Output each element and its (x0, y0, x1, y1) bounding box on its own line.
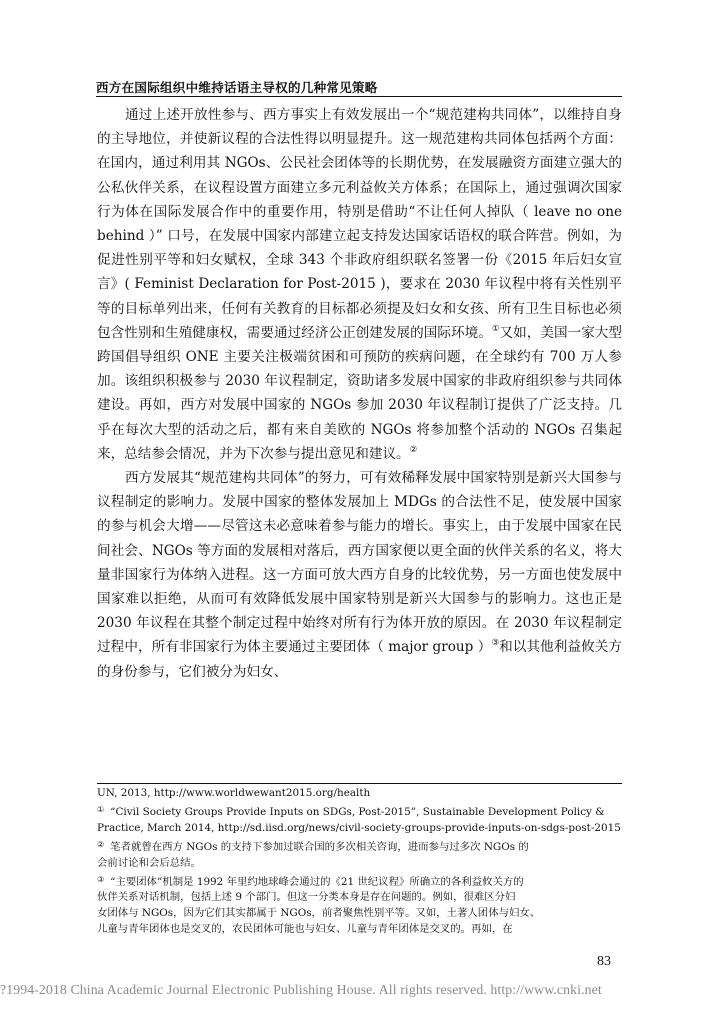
footnote-2-line-1: 笔者就曾在西方 NGOs 的支持下参加过联合国的多次相关咨询，进而参与过多次 NGOs 的 (110, 840, 529, 853)
footnote-3-line-4: 儿童与青年团体也是交叉的，农民团体可能也与妇女、儿童与青年团体是交叉的。再如，在 (97, 923, 513, 936)
footnote-1-line-2: Practice, March 2014, http://sd.iisd.org/news/civil-society-groups-provide-inputs-on-sdgs-post-2015 (97, 821, 621, 834)
running-header: 西方在国际组织中维持话语主导权的几种常见策略 (96, 80, 378, 95)
footnotes (97, 786, 622, 938)
footnote-rule (97, 783, 622, 784)
footnote-3-line-1: “主要团体”机制是 1992 年里约地球峰会通过的《21 世纪议程》所确立的各利益攸关方的 (110, 875, 524, 888)
copyright-watermark: ?1994-2018 China Academic Journal Electronic Publishing House. All rights reserved. http://www.cnki.net (0, 982, 602, 997)
footnote-2-line-2: 会前讨论和会后总结。 (97, 856, 201, 869)
footnote-ref-1[interactable]: ① (491, 323, 500, 334)
footnote-ref-2[interactable]: ② (409, 444, 418, 455)
paragraph-2-part-b: 和以其他利益攸关方的身份参与，它们被分为妇女、 (97, 639, 623, 680)
footnote-3-line-2: 伙伴关系对话机制，包括上述 9 个部门。但这一分类本身是存在问题的。例如，很难区分妇 (97, 891, 516, 904)
footnote-continuation: UN, 2013, http://www.worldwewant2015.org/health (97, 787, 371, 799)
paragraph-2-part-a: 西方发展其“规范建构共同体”的努力，可有效稀释发展中国家特别是新兴大国参与议程制定的影响力。发展中国家的整体发展加上 MDGs 的合法性不足，使发展中国家的参与机会大增——尽管这未必意味着参与能力的增长。事实上，由于发展中国家在民间社会、NGOs 等方面的发展相对落后，西方国家便以更全面的伙伴关系的名义，将大量非国家行为体纳入进程。这一方面可放大西方自身的比较优势，另一方面也使发展中国家难以拒绝，从而可有效降低发展中国家特别是新兴大国参与的影响力。这也正是 2030 年议程在其整个制定过程中始终对所有行为体开放的原因。在 2030 年议程制定过程中，所有非国家行为体主要通过主要团体（ major group ） (97, 470, 622, 656)
paragraph-1 (97, 103, 622, 466)
paragraph-1-part-a: 通过上述开放性参与、西方事实上有效发展出一个“规范建构共同体”，以维持自身的主导地位，并使新议程的合法性得以明显提升。这一规范建构共同体包括两个方面：在国内，通过利用其 NGOs、公民社会团体等的长期优势，在发展融资方面建立强大的公私伙伴关系，在议程设置方面建立多元利益攸关方体系；在国际上，通过强调次国家行为体在国际发展合作中的重要作用，特别是借助“不让任何人掉队（ leave no one behind ）” 口号，在发展中国家内部建立起支持发达国家话语权的联合阵营。例如，为促进性别平等和妇女赋权，全球 343 个非政府组织联名签署一份《2015 年后妇女宣言》( Feminist Declaration for Post-2015 )，要求在 2030 年议程中将有关性别平等的目标单列出来，任何有关教育的目标都必须提及妇女和女孩、所有卫生目标也必须包含性别和生殖健康权，需要通过经济公正创建发展的国际环境。 (97, 107, 622, 341)
footnote-2-mark: ② (97, 839, 105, 849)
page-number: 83 (597, 954, 611, 969)
footnote-1-line-1: “Civil Society Groups Provide Inputs on SDGs, Post-2015”, Sustainable Development Policy & (110, 805, 605, 818)
main-text (97, 103, 622, 684)
footnote-3-mark: ③ (97, 874, 105, 884)
header-rule (96, 96, 622, 97)
footnote-ref-3[interactable]: ③ (491, 638, 500, 649)
footnote-1 (97, 802, 622, 821)
paragraph-1-part-b: 又如，美国一家大型跨国倡导组织 ONE 主要关注极端贫困和可预防的疾病问题，在全球约有 700 万人参加。该组织积极参与 2030 年议程制定，资助诸多发展中国家的非政府组织参与共同体建设。再如，西方对发展中国家的 NGOs 参加 2030 年议程制订提供了广泛支持。几乎在每次大型的活动之后，都有来自美欧的 NGOs 将参加整个活动的 NGOs 召集起来，总结参会情况，并为下次参与提出意见和建议。 (97, 324, 623, 462)
footnote-3 (97, 872, 622, 891)
footnote-2 (97, 837, 622, 856)
footnote-1-mark: ① (97, 804, 105, 814)
footnote-3-line-3: 女团体与 NGOs，因为它们其实都属于 NGOs，前者聚焦性别平等。又如，土著人团体与妇女、 (97, 907, 541, 920)
paragraph-2 (97, 466, 622, 684)
